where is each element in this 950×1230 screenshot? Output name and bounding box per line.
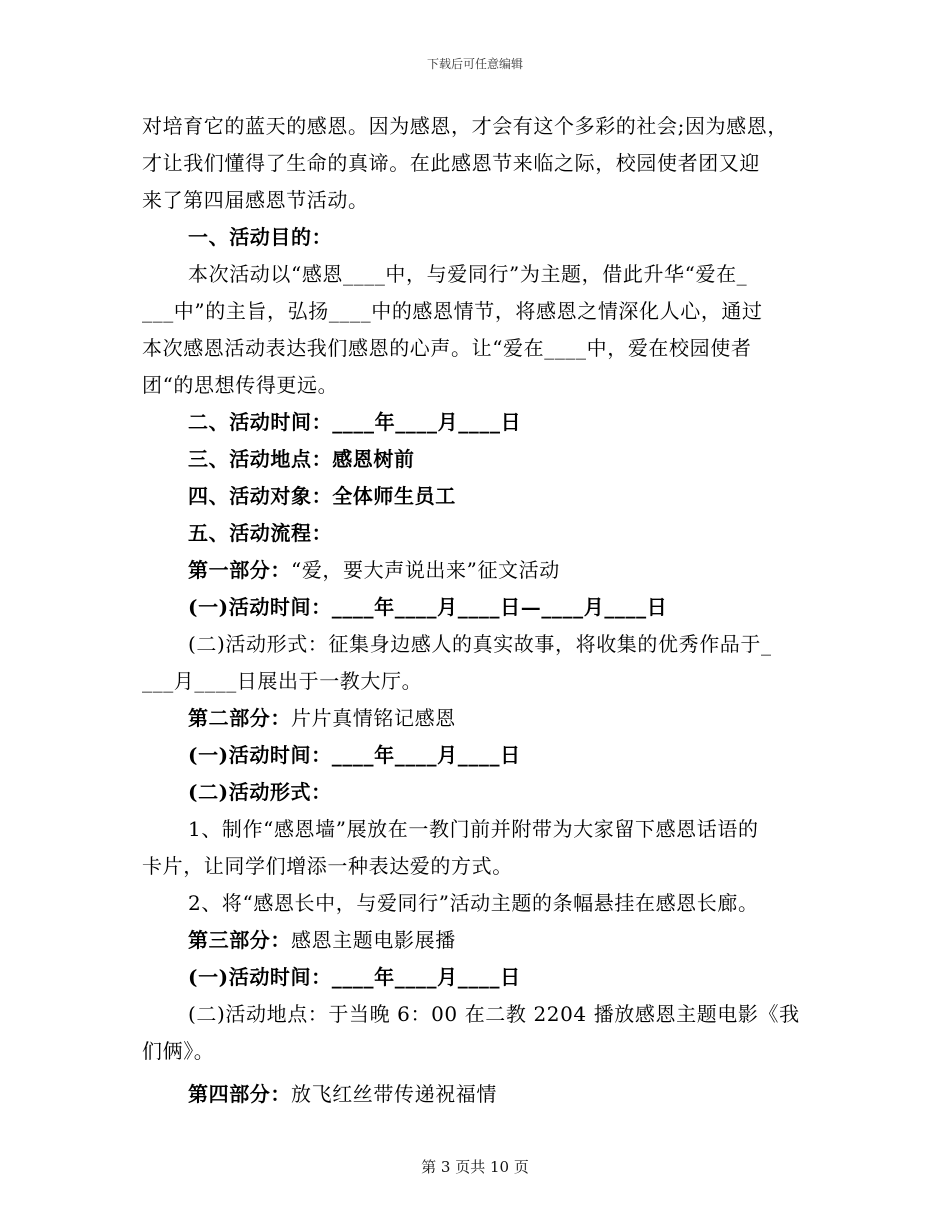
part-three-time <box>142 959 808 996</box>
body-line-bold: 二、活动时间：____年____月____日 <box>188 410 522 434</box>
part-four-heading <box>142 1076 808 1113</box>
part-two-time <box>142 737 808 774</box>
body-line-text: 本次感恩活动表达我们感恩的心声。让“爱在____中，爱在校园使者 <box>142 336 752 360</box>
body-line-2 <box>142 145 808 182</box>
body-line-text: ___中”的主旨，弘扬____中的感恩情节，将感恩之情深化人心，通过 <box>142 299 763 323</box>
section-heading-audience <box>142 478 808 515</box>
section-heading-location <box>142 441 808 478</box>
body-line-text: 对培育它的蓝天的感恩。因为感恩，才会有这个多彩的社会;因为感恩， <box>142 114 788 138</box>
body-line-bold: 第二部分： <box>188 706 291 730</box>
body-line-3 <box>142 182 808 219</box>
body-line-bold: 第三部分： <box>188 928 291 952</box>
part-three-heading <box>142 922 808 959</box>
body-line-text: 2、将“感恩长中，与爱同行”活动主题的条幅悬挂在感恩长廊。 <box>188 891 759 915</box>
body-line-text: 片片真情铭记感恩 <box>291 706 456 730</box>
part-two-form <box>142 774 808 811</box>
body-line-1 <box>142 108 808 145</box>
body-line-text: 来了第四届感恩节活动。 <box>142 188 369 212</box>
part-two-heading <box>142 700 808 737</box>
body-line-text: 团“的思想传得更远。 <box>142 373 339 397</box>
body-line-text: 卡片，让同学们增添一种表达爱的方式。 <box>142 854 513 878</box>
body-line-bold: (二)活动形式： <box>188 780 332 804</box>
part-two-item-1-cont <box>142 848 808 885</box>
section-heading-purpose <box>142 219 808 256</box>
body-line-text: 放飞红丝带传递祝福情 <box>291 1082 497 1106</box>
body-line-7 <box>142 330 808 367</box>
body-line-8 <box>142 367 808 404</box>
section-heading-time <box>142 404 808 441</box>
body-line-bold: 三、活动地点：感恩树前 <box>188 447 415 471</box>
body-line-text: 感恩主题电影展播 <box>291 928 456 952</box>
section-heading-process <box>142 515 808 552</box>
body-line-text: (二)活动形式：征集身边感人的真实故事，将收集的优秀作品于_ <box>188 632 772 656</box>
body-line-bold: (一)活动时间：____年____月____日—____月____日 <box>188 595 668 619</box>
body-line-bold: 四、活动对象：全体师生员工 <box>188 484 456 508</box>
body-line-5 <box>142 256 808 293</box>
body-line-text: 1、制作“感恩墙”展放在一教门前并附带为大家留下感恩话语的 <box>188 817 759 841</box>
part-one-heading <box>142 552 808 589</box>
document-body <box>142 108 808 1113</box>
part-three-location <box>142 996 808 1033</box>
body-line-text: 才让我们懂得了生命的真谛。在此感恩节来临之际，校园使者团又迎 <box>142 151 760 175</box>
body-line-text: (二)活动地点：于当晚 6：00 在二教 2204 播放感恩主题电影《我 <box>188 1002 800 1026</box>
part-two-item-2 <box>142 885 808 922</box>
part-one-time <box>142 589 808 626</box>
page-header: 下载后可任意编辑 <box>426 57 523 71</box>
body-line-bold: 一、活动目的： <box>188 225 333 249</box>
body-line-text: 本次活动以“感恩____中，与爱同行”为主题，借此升华“爱在_ <box>188 262 748 286</box>
body-line-text: 们俩》。 <box>142 1039 215 1063</box>
body-line-text: “爱，要大声说出来”征文活动 <box>291 558 560 582</box>
body-line-bold: 第一部分： <box>188 558 291 582</box>
body-line-bold: 第四部分： <box>188 1082 291 1106</box>
part-two-item-1 <box>142 811 808 848</box>
body-line-6 <box>142 293 808 330</box>
part-one-form <box>142 626 808 663</box>
part-three-location-cont <box>142 1033 808 1070</box>
part-one-form-cont <box>142 663 808 700</box>
body-line-bold: 五、活动流程： <box>188 521 333 545</box>
body-line-bold: (一)活动时间：____年____月____日 <box>188 743 521 767</box>
body-line-text: ___月____日展出于一教大厅。 <box>142 669 423 693</box>
body-line-bold: (一)活动时间：____年____月____日 <box>188 965 521 989</box>
page-footer: 第 3 页共 10 页 <box>421 1158 529 1176</box>
